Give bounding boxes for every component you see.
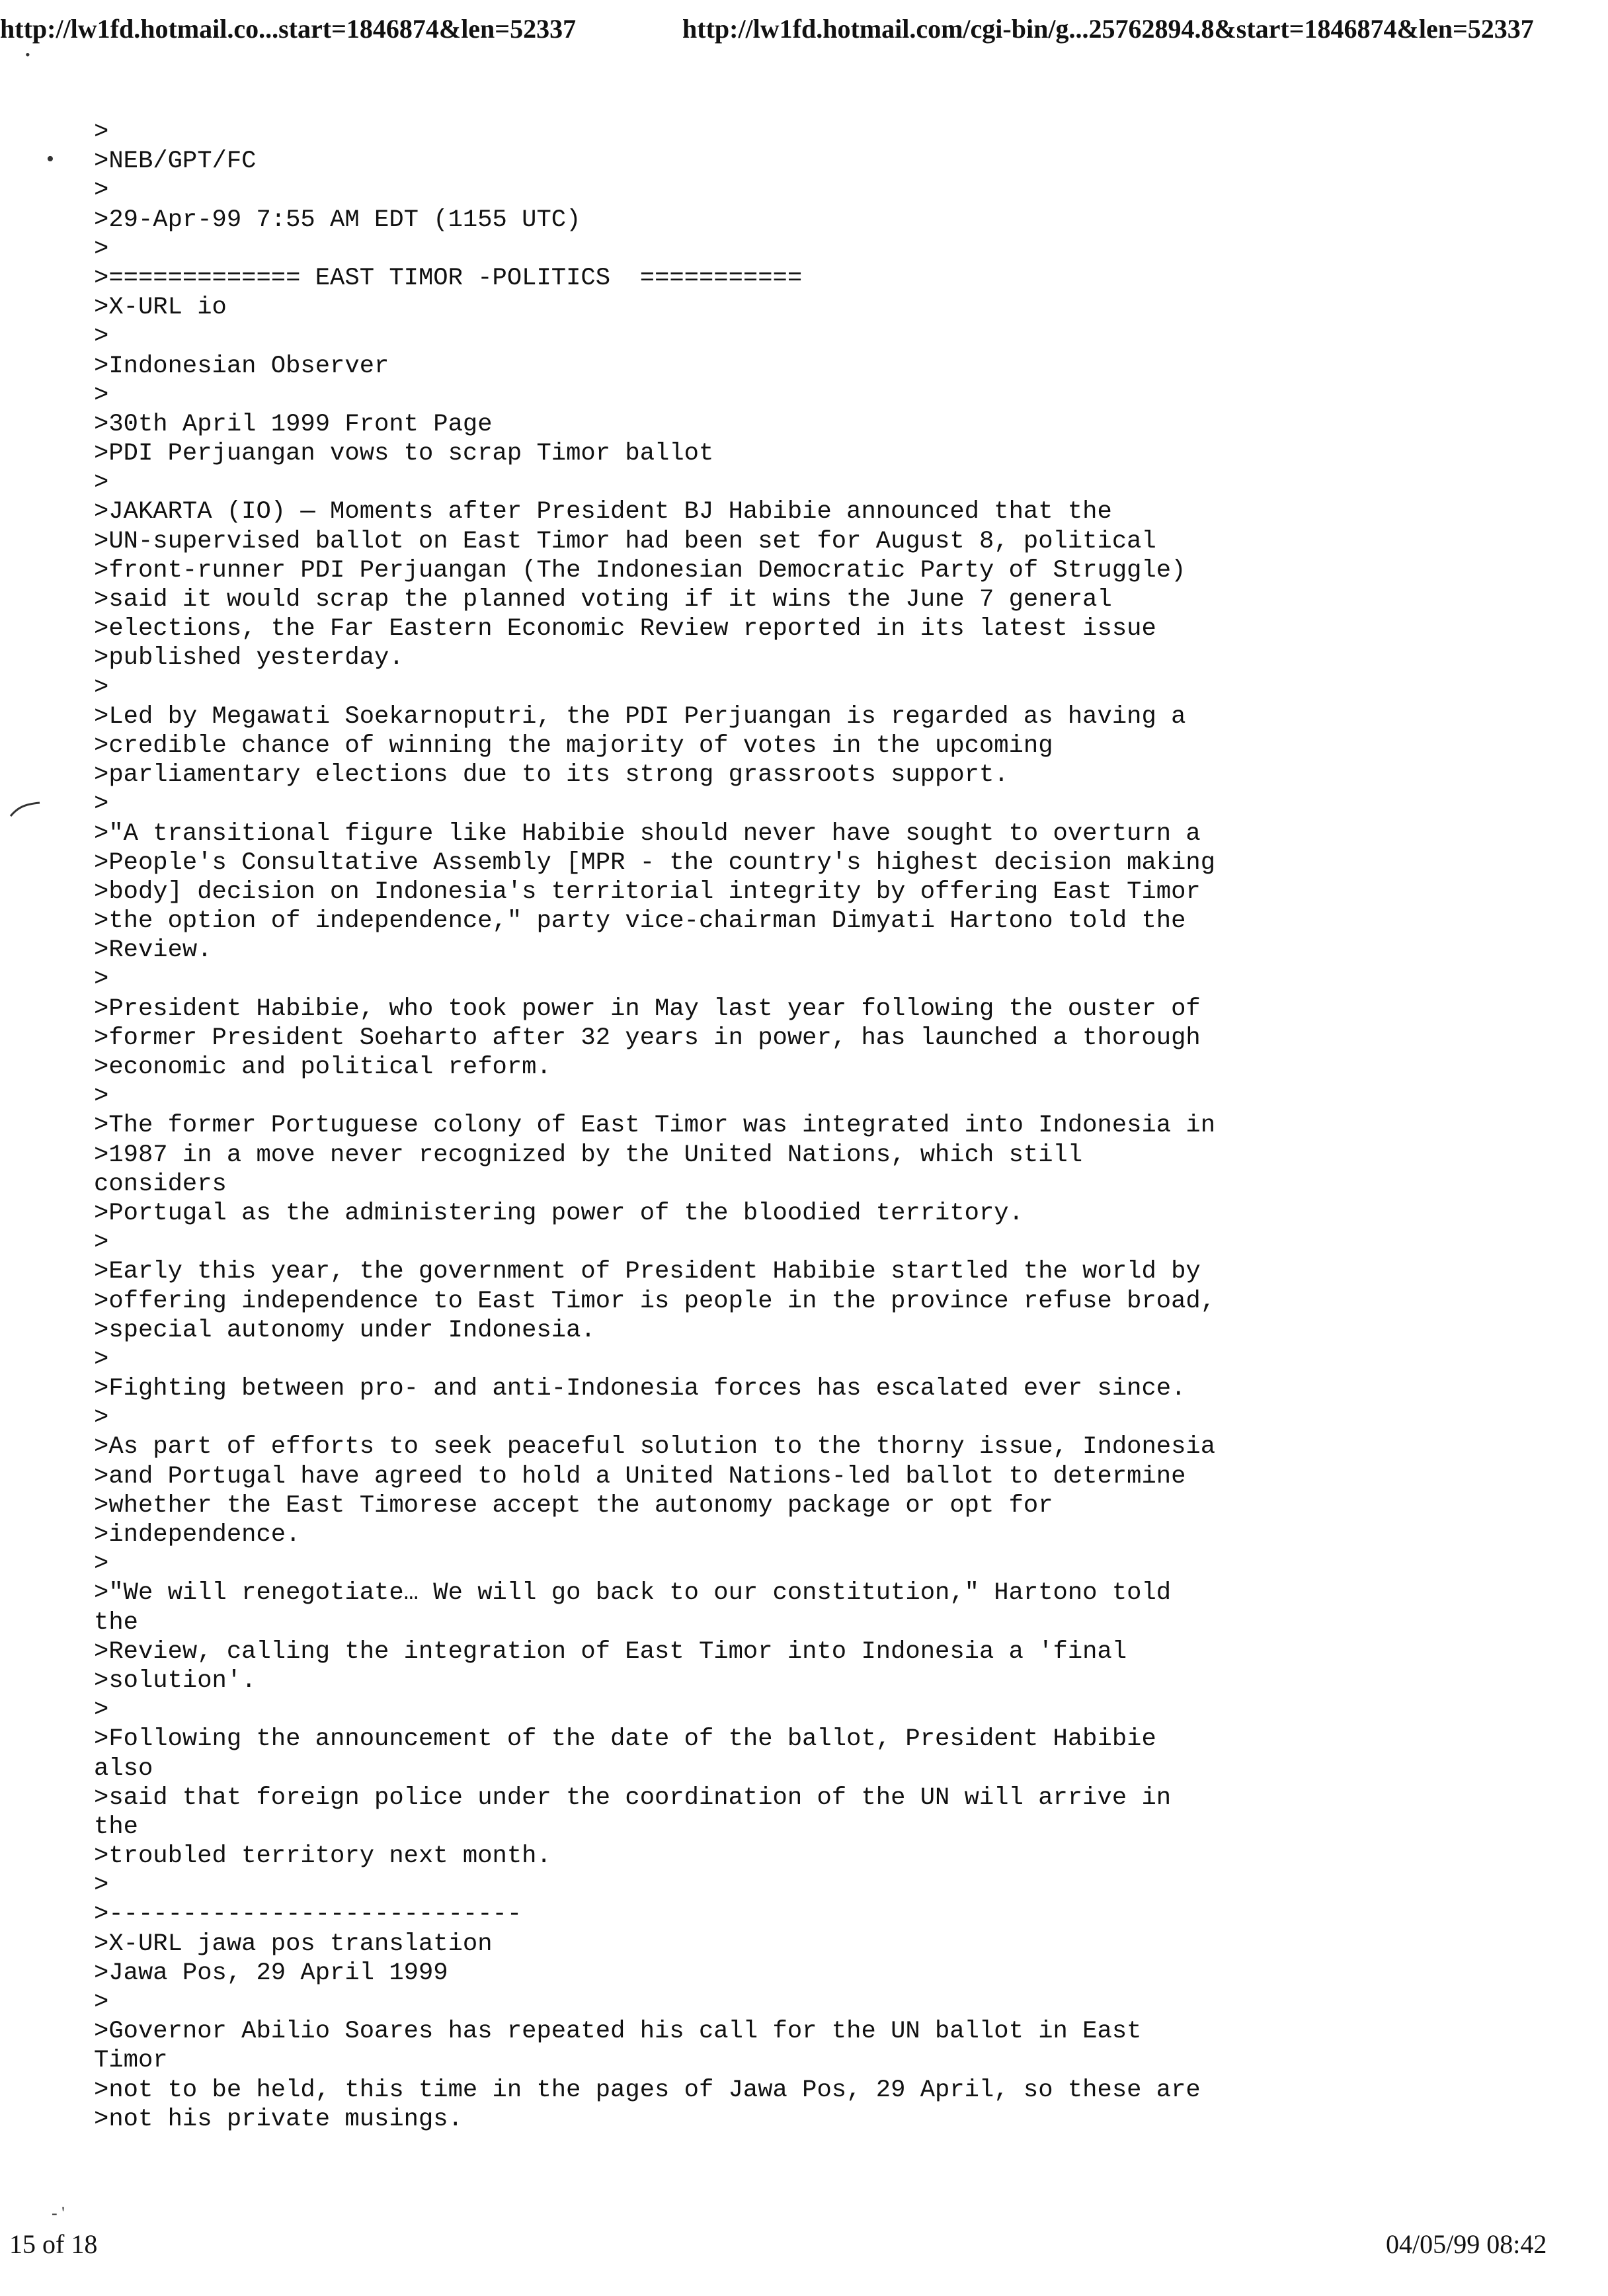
- body-line: >Jawa Pos, 29 April 1999: [94, 1959, 448, 1987]
- body-line: >body] decision on Indonesia's territorial integrity by offering East Timor: [94, 878, 1201, 906]
- body-line: >Indonesian Observer: [94, 352, 389, 380]
- header-left-url: http://lw1fd.hotmail.co...start=1846874&len=52337: [0, 14, 577, 44]
- body-line: >Led by Megawati Soekarnoputri, the PDI Perjuangan is regarded as having a: [94, 702, 1186, 731]
- body-line: >former President Soeharto after 32 years in power, has launched a thorough: [94, 1024, 1201, 1052]
- body-line: >----------------------------: [94, 1901, 522, 1929]
- margin-bullet: •: [46, 147, 54, 171]
- pen-tick: - ': [52, 2203, 65, 2223]
- body-line: >published yesterday.: [94, 644, 404, 673]
- body-line: >Governor Abilio Soares has repeated his call for the UN ballot in East: [94, 2018, 1142, 2046]
- body-line: >solution'.: [94, 1666, 257, 1695]
- body-line: >front-runner PDI Perjuangan (The Indonesian Democratic Party of Struggle): [94, 556, 1186, 585]
- body-line: >parliamentary elections due to its strong grassroots support.: [94, 761, 1009, 790]
- body-line: >: [94, 1696, 109, 1725]
- body-line: >independence.: [94, 1521, 301, 1549]
- body-line: >: [94, 235, 109, 263]
- header-right-url: http://lw1fd.hotmail.com/cgi-bin/g...25762894.8&start=1846874&len=52337: [682, 14, 1534, 44]
- body-line: >Following the announcement of the date of the ballot, President Habibie: [94, 1725, 1156, 1754]
- body-line: >Fighting between pro- and anti-Indonesia forces has escalated ever since.: [94, 1375, 1186, 1403]
- body-line: >: [94, 118, 109, 146]
- body-line: >: [94, 1988, 109, 2016]
- body-line: >Portugal as the administering power of the bloodied territory.: [94, 1199, 1024, 1227]
- body-line: >whether the East Timorese accept the autonomy package or opt for: [94, 1491, 1053, 1520]
- body-line: >: [94, 790, 109, 819]
- body-line: >the option of independence," party vice-chairman Dimyati Hartono told the: [94, 907, 1186, 936]
- body-line: >: [94, 1550, 109, 1578]
- body-line: >JAKARTA (IO) — Moments after President BJ Habibie announced that the: [94, 498, 1112, 526]
- body-line: >People's Consultative Assembly [MPR - the country's highest decision making: [94, 848, 1216, 877]
- body-line: >special autonomy under Indonesia.: [94, 1316, 596, 1344]
- body-line: >Review, calling the integration of East Timor into Indonesia a 'final: [94, 1637, 1127, 1666]
- body-line: >UN-supervised ballot on East Timor had been set for August 8, political: [94, 527, 1156, 555]
- body-line: >29-Apr-99 7:55 AM EDT (1155 UTC): [94, 206, 581, 234]
- body-line: >said that foreign police under the coordination of the UN will arrive in: [94, 1784, 1172, 1812]
- body-line: >: [94, 177, 109, 205]
- body-line: considers: [94, 1170, 227, 1198]
- body-line: >1987 in a move never recognized by the United Nations, which still: [94, 1141, 1083, 1169]
- body-line: >said it would scrap the planned voting if it wins the June 7 general: [94, 586, 1112, 614]
- body-line: >30th April 1999 Front Page: [94, 410, 493, 438]
- body-line: >Early this year, the government of President Habibie startled the world by: [94, 1258, 1201, 1286]
- body-line: >PDI Perjuangan vows to scrap Timor ballot: [94, 440, 714, 468]
- body-line: >X-URL jawa pos translation: [94, 1930, 493, 1958]
- body-line: >X-URL io: [94, 294, 227, 322]
- page-counter: 15 of 18: [9, 2229, 98, 2259]
- print-datetime: 04/05/99 08:42: [1386, 2229, 1547, 2259]
- body-line: >: [94, 1345, 109, 1374]
- body-line: >"A transitional figure like Habibie should never have sought to overturn a: [94, 819, 1201, 848]
- body-line: >The former Portuguese colony of East Timor was integrated into Indonesia in: [94, 1112, 1216, 1140]
- body-line: >not to be held, this time in the pages of Jawa Pos, 29 April, so these are: [94, 2076, 1201, 2104]
- body-line: >offering independence to East Timor is people in the province refuse broad,: [94, 1287, 1216, 1315]
- body-line: >: [94, 381, 109, 409]
- email-body: [94, 118, 1535, 2134]
- body-line: the: [94, 1813, 138, 1841]
- body-line: >As part of efforts to seek peaceful solution to the thorny issue, Indonesia: [94, 1433, 1216, 1461]
- stray-dot: •: [25, 46, 30, 63]
- body-line: >: [94, 1871, 109, 1900]
- body-line: the: [94, 1608, 138, 1637]
- body-line: >elections, the Far Eastern Economic Review reported in its latest issue: [94, 615, 1156, 643]
- body-line: >============= EAST TIMOR -POLITICS ===========: [94, 264, 803, 292]
- body-line: >President Habibie, who took power in May last year following the ouster of: [94, 995, 1201, 1023]
- body-line: >: [94, 1404, 109, 1432]
- body-line: >economic and political reform.: [94, 1053, 551, 1081]
- body-line: Timor: [94, 2047, 168, 2075]
- body-line: >troubled territory next month.: [94, 1842, 551, 1871]
- body-line: >: [94, 965, 109, 994]
- body-line: >not his private musings.: [94, 2105, 463, 2133]
- body-line: >: [94, 1083, 109, 1111]
- body-line: >: [94, 323, 109, 351]
- body-line: >: [94, 673, 109, 702]
- body-line: >Review.: [94, 936, 212, 965]
- body-line: >NEB/GPT/FC: [94, 147, 257, 176]
- body-line: also: [94, 1754, 153, 1783]
- body-line: >: [94, 1229, 109, 1257]
- pen-mark-icon: [9, 799, 42, 819]
- body-line: >: [94, 469, 109, 497]
- body-line: >credible chance of winning the majority of votes in the upcoming: [94, 731, 1053, 760]
- body-line: >and Portugal have agreed to hold a United Nations-led ballot to determine: [94, 1462, 1186, 1491]
- body-line: >"We will renegotiate… We will go back to our constitution," Hartono told: [94, 1579, 1172, 1608]
